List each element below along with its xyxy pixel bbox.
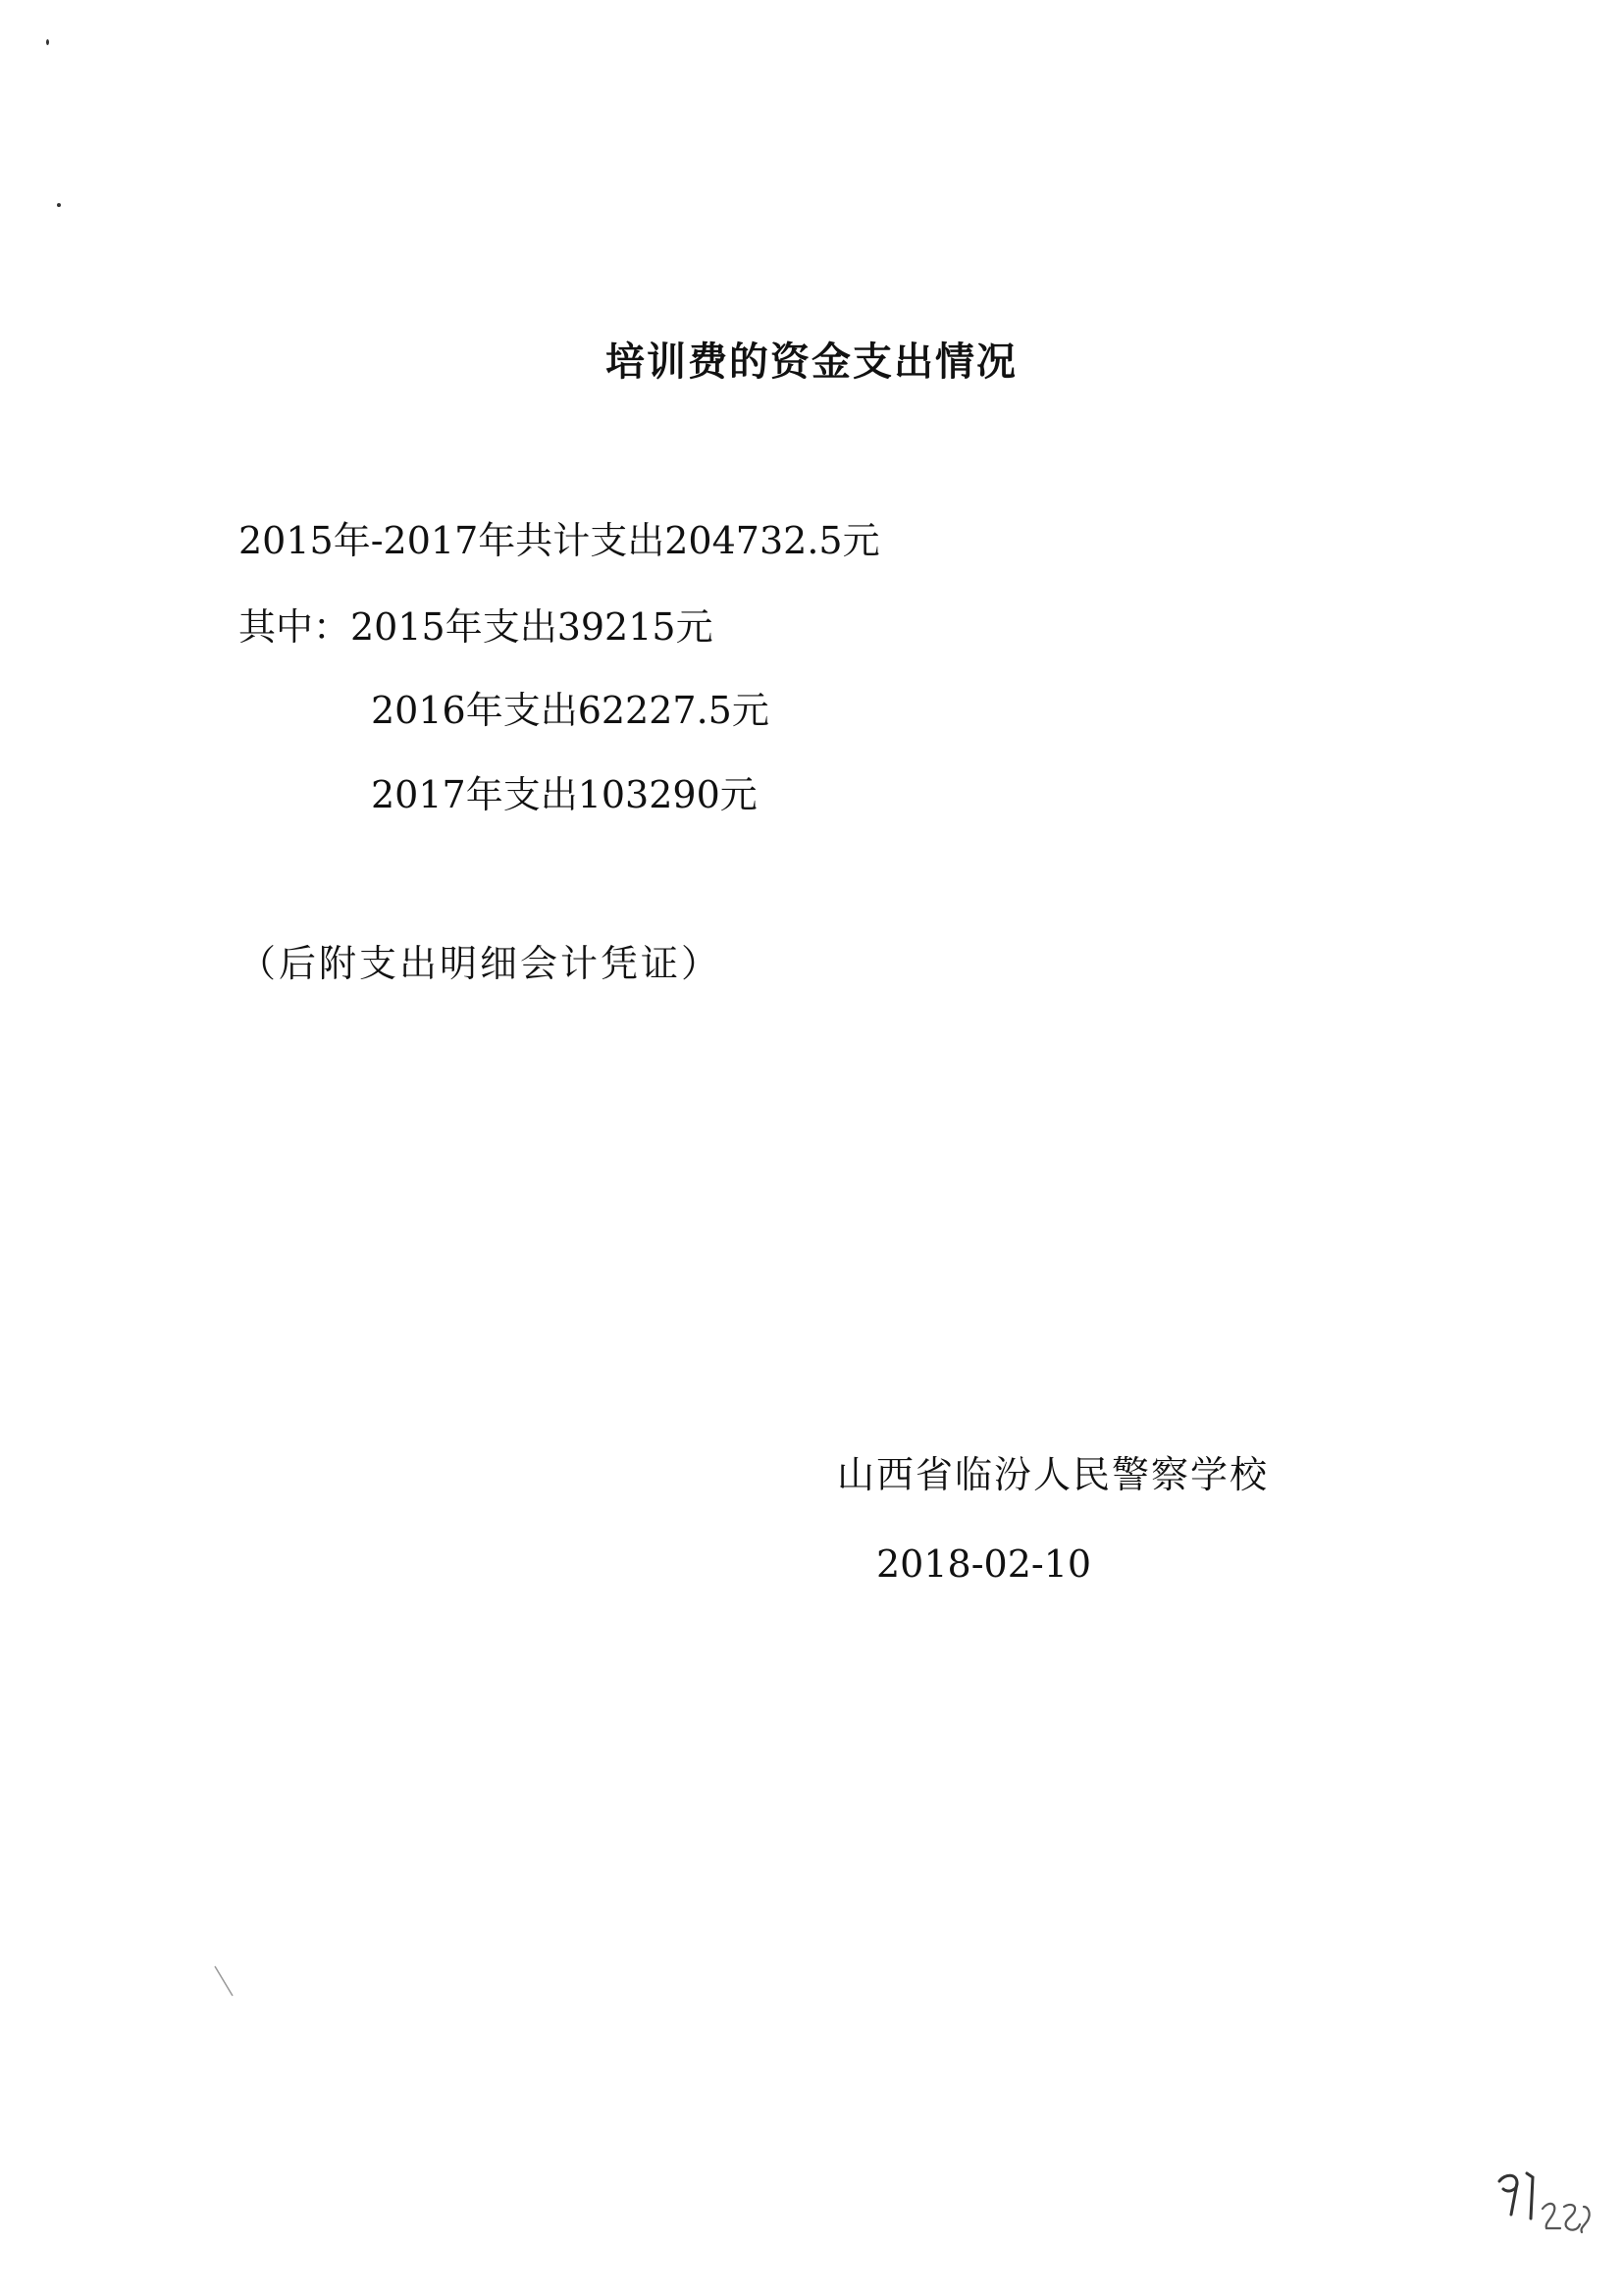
attachment-note: （后附支出明细会计凭证） [238,942,722,985]
document-title: 培训费的资金支出情况 [605,339,1018,385]
scan-speck [46,39,49,45]
scan-scratch [211,1962,240,2002]
issue-date: 2018-02-10 [876,1542,1092,1586]
total-expenditure-line: 2015年-2017年共计支出204732.5元 [238,519,880,562]
issuing-organization: 山西省临汾人民警察学校 [837,1453,1270,1496]
expenditure-2015-line: 其中：2015年支出39215元 [238,605,713,649]
expenditure-2017-line: 2017年支出103290元 [371,773,758,816]
expenditure-2016-line: 2016年支出62227.5元 [371,689,769,732]
handwritten-page-mark [1492,2164,1599,2242]
scan-speck [57,203,61,207]
